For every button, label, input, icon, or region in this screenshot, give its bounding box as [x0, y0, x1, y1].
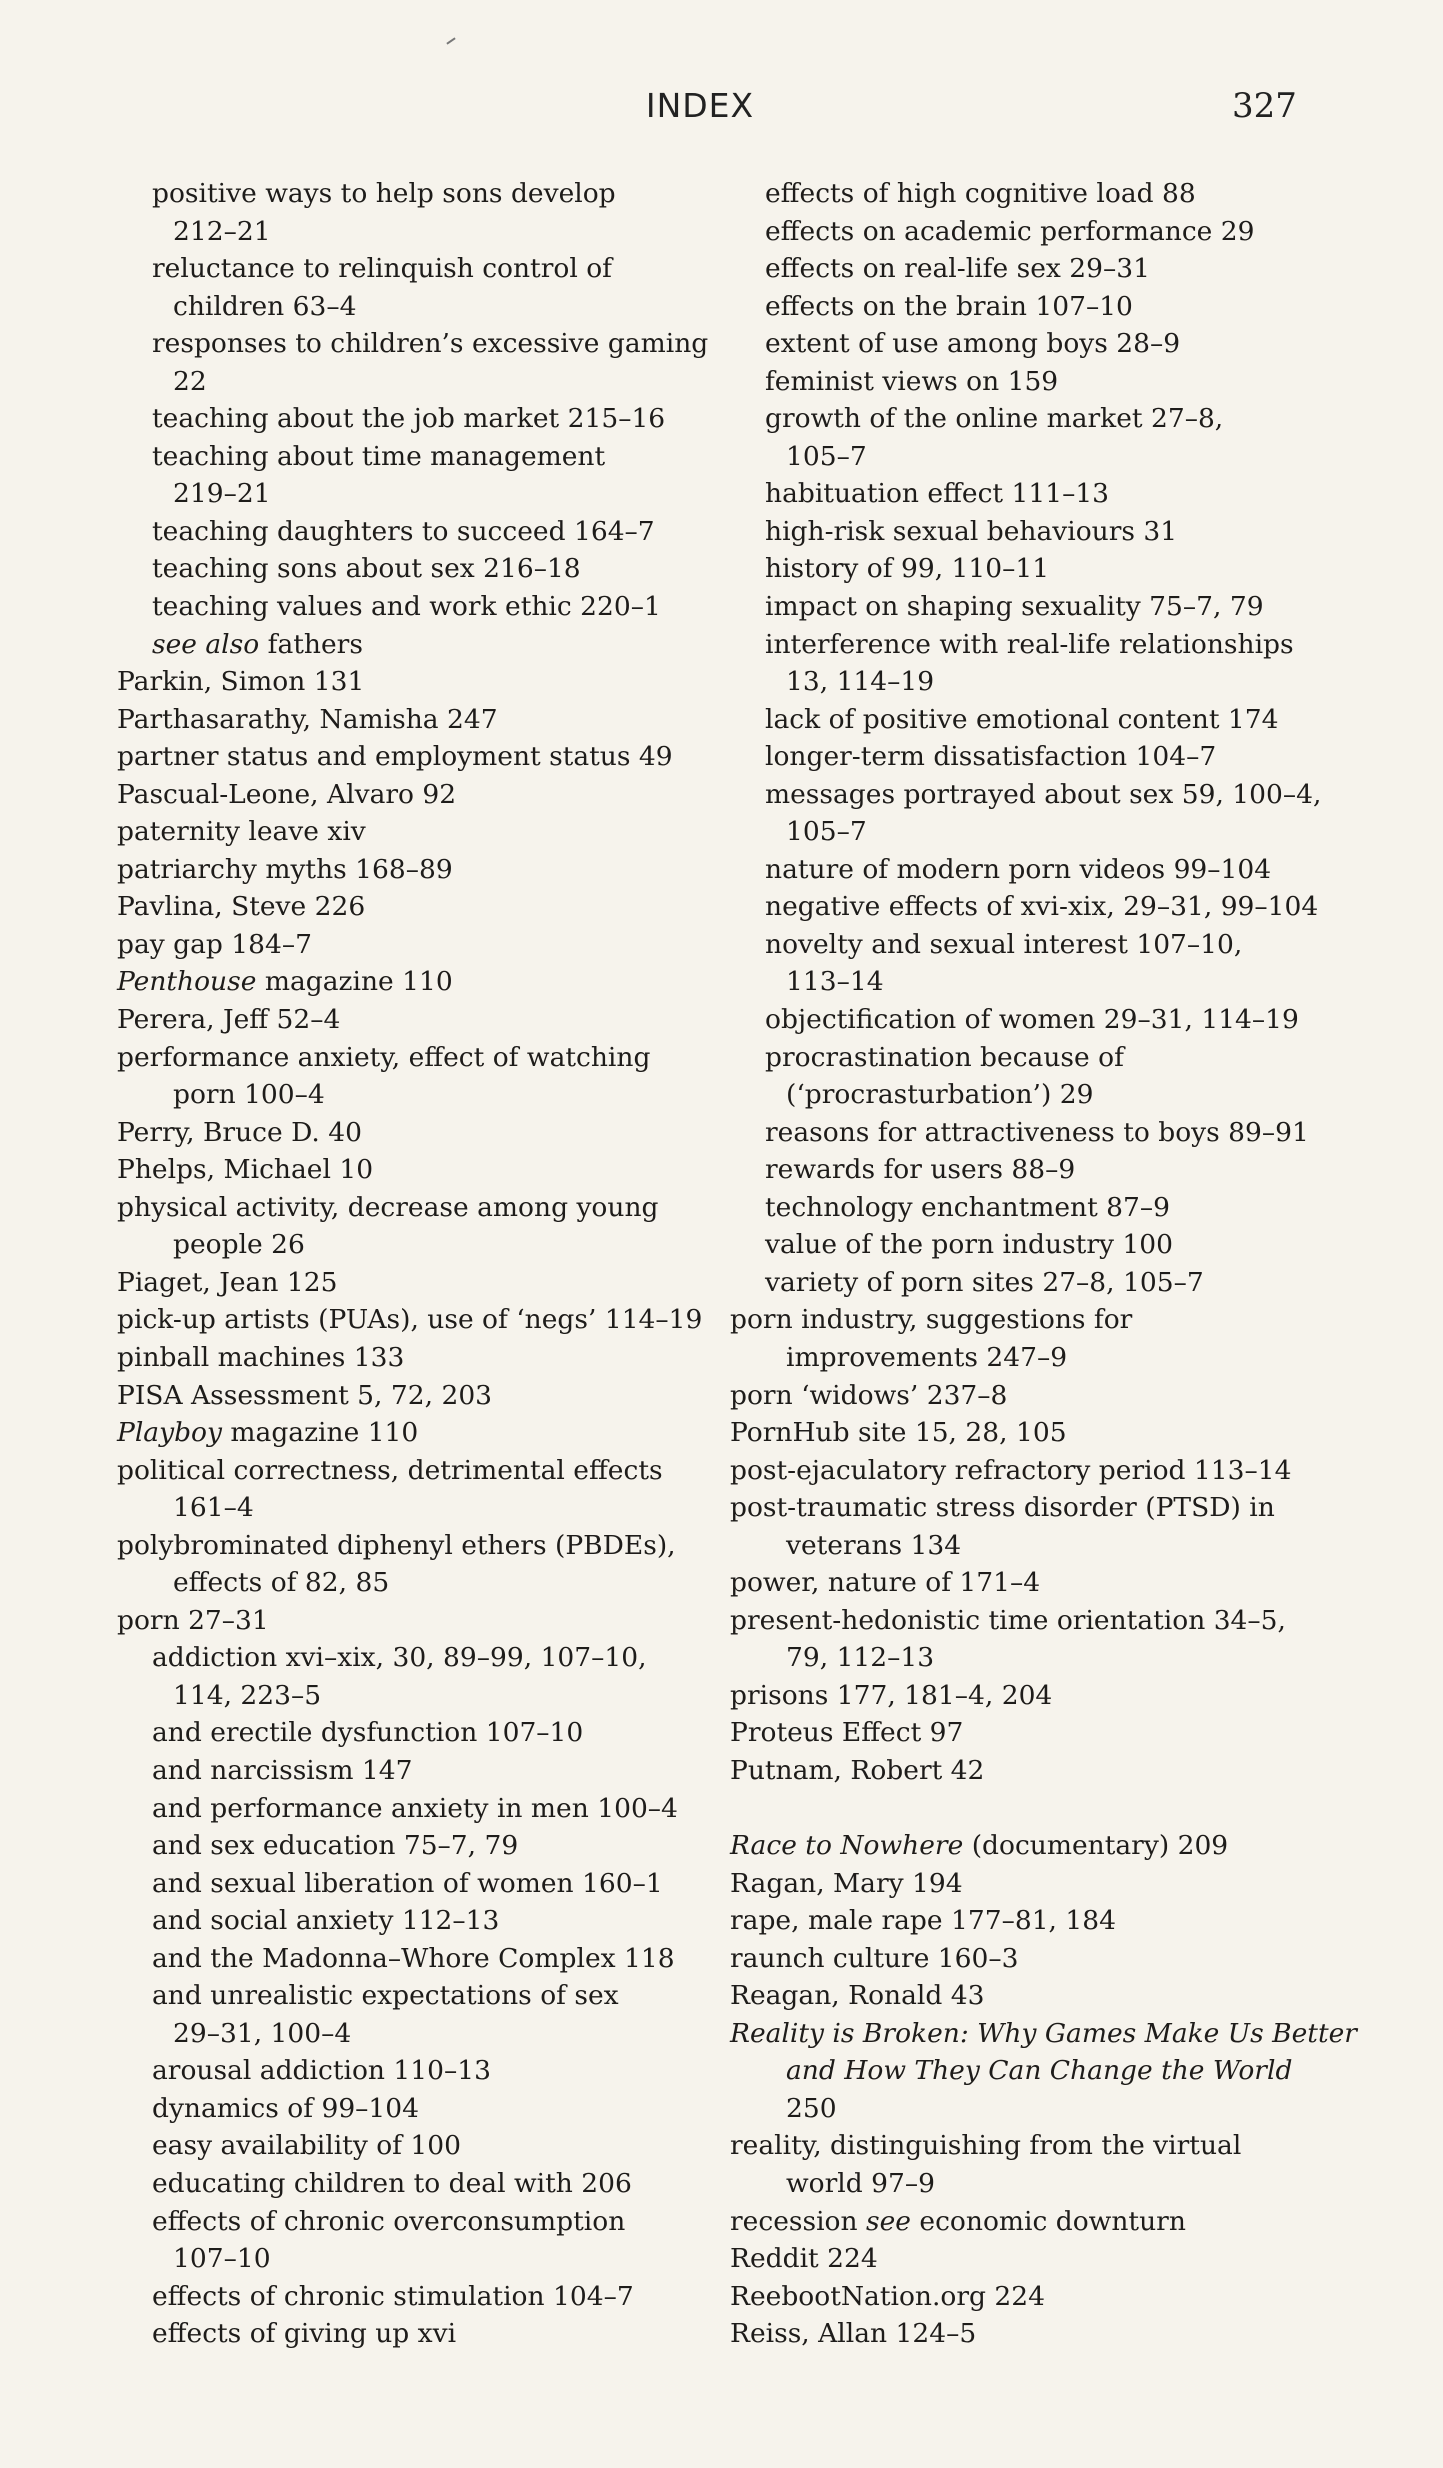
- index-entry-continuation: [117, 288, 717, 326]
- entry-text: pay gap 184–7: [117, 928, 312, 960]
- entry-text: and erectile dysfunction 107–10: [152, 1717, 584, 1749]
- index-entry-continuation: [730, 1527, 1370, 1565]
- entry-text: 113–14: [786, 966, 884, 998]
- index-subentry: [117, 1827, 717, 1865]
- index-column-left: [117, 175, 717, 2353]
- index-subentry: [117, 1639, 717, 1677]
- index-entry: [730, 2127, 1370, 2165]
- entry-text: 105–7: [786, 440, 867, 472]
- entry-text: reasons for attractiveness to boys 89–91: [765, 1116, 1309, 1148]
- index-subentry: [730, 1264, 1370, 1302]
- index-subentry: [730, 1039, 1370, 1077]
- entry-text: Perry, Bruce D. 40: [117, 1116, 362, 1148]
- entry-text: teaching values and work ethic 220–1: [152, 591, 661, 623]
- entry-italic-text: see: [866, 2205, 911, 2237]
- index-entry: [117, 1414, 717, 1452]
- entry-italic-text: see also: [152, 628, 260, 660]
- entry-text: recession: [730, 2205, 866, 2237]
- entry-text: magazine 110: [256, 966, 453, 998]
- index-entry-continuation: [117, 2015, 717, 2053]
- index-entry: [117, 738, 717, 776]
- index-subentry: [117, 1714, 717, 1752]
- entry-italic-text: Penthouse: [117, 966, 257, 998]
- entry-text: effects on academic performance 29: [765, 215, 1255, 247]
- index-subentry: [730, 288, 1370, 326]
- entry-text: 79, 112–13: [786, 1642, 935, 1674]
- entry-text: patriarchy myths 168–89: [117, 853, 453, 885]
- index-subentry: [730, 175, 1370, 213]
- entry-text: Phelps, Michael 10: [117, 1154, 374, 1186]
- entry-text: and social anxiety 112–13: [152, 1905, 500, 1937]
- entry-text: porn industry, suggestions for: [730, 1304, 1133, 1336]
- index-entry: [730, 2315, 1370, 2353]
- entry-text: history of 99, 110–11: [765, 553, 1050, 585]
- index-subentry: [117, 1902, 717, 1940]
- entry-text: effects on real-life sex 29–31: [765, 253, 1150, 285]
- index-entry: [730, 1902, 1370, 1940]
- entry-text: veterans 134: [786, 1529, 962, 1561]
- index-subentry: [117, 1790, 717, 1828]
- index-subentry: [117, 1977, 717, 2015]
- entry-text: responses to children’s excessive gaming: [152, 328, 709, 360]
- index-entry: [117, 963, 717, 1001]
- entry-text: teaching about time management: [152, 440, 606, 472]
- page-number: 327: [1232, 86, 1297, 126]
- entry-text: prisons 177, 181–4, 204: [730, 1679, 1053, 1711]
- entry-text: high-risk sexual behaviours 31: [765, 515, 1178, 547]
- index-subentry: [730, 738, 1370, 776]
- index-entry: [117, 1264, 717, 1302]
- entry-text: pinball machines 133: [117, 1341, 405, 1373]
- index-gap: [730, 1790, 1370, 1828]
- entry-text: procrastination because of: [765, 1041, 1124, 1073]
- entry-text: Reiss, Allan 124–5: [730, 2318, 977, 2350]
- entry-text: positive ways to help sons develop: [152, 178, 616, 209]
- entry-text: teaching sons about sex 216–18: [152, 553, 581, 585]
- index-subentry: [730, 701, 1370, 739]
- entry-text: magazine 110: [221, 1417, 419, 1449]
- index-subentry: [117, 588, 717, 626]
- index-entry: [730, 2203, 1370, 2241]
- index-entry: [730, 1452, 1370, 1490]
- index-entry: [117, 1377, 717, 1415]
- index-subentry: [117, 250, 717, 288]
- index-entry: [730, 2240, 1370, 2278]
- entry-text: paternity leave xiv: [117, 816, 366, 848]
- entry-text: feminist views on 159: [765, 365, 1059, 397]
- entry-text: effects of chronic overconsumption: [152, 2205, 626, 2237]
- index-subentry: [730, 550, 1370, 588]
- index-entry-continuation: [117, 1076, 717, 1114]
- index-subentry: [730, 626, 1370, 664]
- entry-text: children 63–4: [173, 290, 357, 322]
- entry-text: reluctance to relinquish control of: [152, 253, 612, 285]
- entry-text: and narcissism 147: [152, 1754, 413, 1786]
- entry-text: longer-term dissatisfaction 104–7: [765, 741, 1217, 773]
- entry-text: value of the porn industry 100: [765, 1229, 1173, 1261]
- entry-text: effects of 82, 85: [173, 1567, 390, 1599]
- index-entry-continuation: [730, 963, 1370, 1001]
- index-subentry: [730, 250, 1370, 288]
- entry-text: arousal addiction 110–13: [152, 2055, 491, 2087]
- entry-text: novelty and sexual interest 107–10,: [765, 928, 1243, 960]
- index-subentry: [730, 325, 1370, 363]
- index-entry: [730, 2278, 1370, 2316]
- index-entry-continuation: [730, 663, 1370, 701]
- index-entry-continuation: [730, 2165, 1370, 2203]
- entry-text: Parkin, Simon 131: [117, 666, 365, 698]
- entry-text: effects of high cognitive load 88: [765, 178, 1196, 209]
- index-entry: [117, 851, 717, 889]
- index-entry: [117, 926, 717, 964]
- index-entry: [730, 1827, 1370, 1865]
- entry-text: educating children to deal with 206: [152, 2167, 632, 2199]
- index-entry-continuation: [730, 1339, 1370, 1377]
- entry-text: easy availability of 100: [152, 2130, 461, 2162]
- index-entry: [730, 1940, 1370, 1978]
- entry-text: people 26: [173, 1229, 305, 1261]
- stray-pen-mark: [446, 37, 455, 44]
- entry-text: teaching daughters to succeed 164–7: [152, 515, 655, 547]
- index-subentry: [117, 2090, 717, 2128]
- index-entry-continuation: [117, 1564, 717, 1602]
- entry-text: Reddit 224: [730, 2243, 878, 2275]
- index-subentry: [117, 2203, 717, 2241]
- index-entry: [117, 1301, 717, 1339]
- index-entry: [117, 1189, 717, 1227]
- index-entry-continuation: [730, 438, 1370, 476]
- entry-text: Piaget, Jean 125: [117, 1266, 338, 1298]
- index-entry: [730, 1977, 1370, 2015]
- entry-text: impact on shaping sexuality 75–7, 79: [765, 591, 1264, 623]
- index-subentry: [117, 1940, 717, 1978]
- index-entry: [117, 776, 717, 814]
- entry-text: partner status and employment status 49: [117, 741, 673, 773]
- index-subentry: [117, 2278, 717, 2316]
- entry-text: ReebootNation.org 224: [730, 2280, 1045, 2312]
- entry-text: porn ‘widows’ 237–8: [730, 1379, 1008, 1411]
- index-subentry: [117, 400, 717, 438]
- index-entry: [117, 1151, 717, 1189]
- index-subentry: [117, 2315, 717, 2353]
- index-entry-continuation: [730, 1639, 1370, 1677]
- index-subentry: [730, 1114, 1370, 1152]
- index-entry-continuation: [117, 213, 717, 251]
- index-entry: [730, 1301, 1370, 1339]
- index-entry: [117, 1114, 717, 1152]
- index-subentry: [730, 1151, 1370, 1189]
- index-subentry: [117, 2052, 717, 2090]
- index-entry-continuation: [730, 813, 1370, 851]
- index-entry: [730, 1414, 1370, 1452]
- index-entry: [117, 1527, 717, 1565]
- entry-text: variety of porn sites 27–8, 105–7: [765, 1266, 1204, 1298]
- entry-text: PornHub site 15, 28, 105: [730, 1417, 1067, 1449]
- index-subentry: [730, 1189, 1370, 1227]
- entry-text: messages portrayed about sex 59, 100–4,: [765, 778, 1322, 810]
- entry-text: nature of modern porn videos 99–104: [765, 853, 1272, 885]
- entry-text: addiction xvi–xix, 30, 89–99, 107–10,: [152, 1642, 647, 1674]
- entry-text: fathers: [259, 628, 363, 660]
- index-entry-continuation: [117, 363, 717, 401]
- index-subentry: [730, 513, 1370, 551]
- entry-text: and performance anxiety in men 100–4: [152, 1792, 678, 1824]
- index-subentry: [117, 1865, 717, 1903]
- entry-italic-text: and How They Can Change the World: [786, 2055, 1293, 2087]
- entry-text: raunch culture 160–3: [730, 1942, 1019, 1974]
- index-subentry: [730, 1001, 1370, 1039]
- entry-text: economic downturn: [910, 2205, 1186, 2237]
- entry-text: PISA Assessment 5, 72, 203: [117, 1379, 493, 1411]
- index-entry: [730, 1377, 1370, 1415]
- index-entry: [730, 1752, 1370, 1790]
- entry-text: interference with real-life relationships: [765, 628, 1294, 660]
- entry-text: physical activity, decrease among young: [117, 1191, 659, 1223]
- index-subentry: [730, 926, 1370, 964]
- index-entry: [117, 1452, 717, 1490]
- entry-text: porn 100–4: [173, 1079, 325, 1111]
- entry-text: 22: [173, 365, 207, 397]
- entry-text: Pascual-Leone, Alvaro 92: [117, 778, 457, 810]
- index-entry-continuation: [117, 1677, 717, 1715]
- entry-italic-text: Reality is Broken: Why Games Make Us Better: [730, 2017, 1357, 2049]
- entry-text: power, nature of 171–4: [730, 1567, 1041, 1599]
- entry-text: effects on the brain 107–10: [765, 290, 1133, 322]
- running-header-title: INDEX: [645, 86, 755, 125]
- index-subentry: [730, 776, 1370, 814]
- entry-text: rape, male rape 177–81, 184: [730, 1905, 1116, 1937]
- index-entry: [117, 663, 717, 701]
- index-entry: [730, 1489, 1370, 1527]
- entry-text: and sex education 75–7, 79: [152, 1830, 519, 1862]
- entry-text: post-traumatic stress disorder (PTSD) in: [730, 1492, 1275, 1524]
- entry-italic-text: Race to Nowhere: [730, 1830, 964, 1862]
- entry-text: Reagan, Ronald 43: [730, 1980, 985, 2012]
- entry-text: porn 27–31: [117, 1604, 269, 1636]
- entry-text: 250: [786, 2092, 837, 2124]
- entry-text: growth of the online market 27–8,: [765, 403, 1224, 435]
- index-subentry: [117, 513, 717, 551]
- entry-text: 105–7: [786, 816, 867, 848]
- entry-text: 13, 114–19: [786, 666, 935, 698]
- index-entry: [117, 1339, 717, 1377]
- entry-text: habituation effect 111–13: [765, 478, 1110, 510]
- index-entry: [730, 2015, 1370, 2053]
- entry-text: (documentary) 209: [963, 1830, 1229, 1862]
- entry-text: Pavlina, Steve 226: [117, 891, 366, 923]
- entry-text: effects of giving up xvi: [152, 2318, 457, 2350]
- index-entry-continuation: [117, 1226, 717, 1264]
- index-entry: [117, 701, 717, 739]
- entry-text: reality, distinguishing from the virtual: [730, 2130, 1242, 2162]
- index-entry: [730, 1714, 1370, 1752]
- index-entry: [117, 1602, 717, 1640]
- entry-text: dynamics of 99–104: [152, 2092, 420, 2124]
- index-entry-continuation: [730, 2090, 1370, 2128]
- index-subentry: [117, 550, 717, 588]
- entry-text: improvements 247–9: [786, 1341, 1068, 1373]
- entry-text: and sexual liberation of women 160–1: [152, 1867, 663, 1899]
- entry-text: technology enchantment 87–9: [765, 1191, 1171, 1223]
- entry-text: Proteus Effect 97: [730, 1717, 964, 1749]
- entry-text: rewards for users 88–9: [765, 1154, 1076, 1186]
- index-entry: [730, 1865, 1370, 1903]
- entry-text: Perera, Jeff 52–4: [117, 1004, 341, 1036]
- index-entry: [117, 1039, 717, 1077]
- index-subentry: [730, 363, 1370, 401]
- index-entry-continuation: [730, 2052, 1370, 2090]
- entry-text: effects of chronic stimulation 104–7: [152, 2280, 634, 2312]
- index-subentry: [730, 400, 1370, 438]
- index-subentry: [117, 175, 717, 213]
- index-entry-continuation: [117, 475, 717, 513]
- index-entry: [117, 813, 717, 851]
- entry-text: objectification of women 29–31, 114–19: [765, 1004, 1299, 1036]
- index-subentry: [117, 1752, 717, 1790]
- entry-text: and the Madonna–Whore Complex 118: [152, 1942, 675, 1974]
- index-entry: [117, 1001, 717, 1039]
- index-subentry: [117, 438, 717, 476]
- entry-text: present-hedonistic time orientation 34–5,: [730, 1604, 1286, 1636]
- index-subentry: [117, 2165, 717, 2203]
- index-subentry: [117, 626, 717, 664]
- entry-text: Ragan, Mary 194: [730, 1867, 963, 1899]
- entry-text: post-ejaculatory refractory period 113–14: [730, 1454, 1292, 1486]
- entry-text: Putnam, Robert 42: [730, 1754, 985, 1786]
- entry-text: 212–21: [173, 215, 271, 247]
- entry-text: 29–31, 100–4: [173, 2017, 352, 2049]
- entry-text: and unrealistic expectations of sex: [152, 1980, 619, 2012]
- entry-text: extent of use among boys 28–9: [765, 328, 1181, 360]
- entry-text: polybrominated diphenyl ethers (PBDEs),: [117, 1529, 676, 1561]
- index-entry-continuation: [117, 1489, 717, 1527]
- index-subentry: [730, 213, 1370, 251]
- index-entry: [730, 1602, 1370, 1640]
- entry-text: Parthasarathy, Namisha 247: [117, 703, 498, 735]
- index-entry: [730, 1677, 1370, 1715]
- index-subentry: [730, 851, 1370, 889]
- index-subentry: [117, 2127, 717, 2165]
- entry-italic-text: Playboy: [117, 1417, 222, 1449]
- index-column-right: [730, 175, 1370, 2353]
- entry-text: (‘procrasturbation’) 29: [786, 1079, 1094, 1111]
- entry-text: teaching about the job market 215–16: [152, 403, 666, 435]
- index-subentry: [730, 888, 1370, 926]
- entry-text: 161–4: [173, 1492, 254, 1524]
- index-entry-continuation: [730, 1076, 1370, 1114]
- index-subentry: [730, 1226, 1370, 1264]
- entry-text: 219–21: [173, 478, 271, 510]
- index-entry-continuation: [117, 2240, 717, 2278]
- entry-text: lack of positive emotional content 174: [765, 703, 1279, 735]
- entry-text: world 97–9: [786, 2167, 935, 2199]
- index-subentry: [730, 475, 1370, 513]
- entry-text: 114, 223–5: [173, 1679, 322, 1711]
- entry-text: 107–10: [173, 2243, 271, 2275]
- index-entry: [117, 888, 717, 926]
- entry-text: pick-up artists (PUAs), use of ‘negs’ 114–19: [117, 1304, 703, 1336]
- index-entry: [730, 1564, 1370, 1602]
- entry-text: negative effects of xvi-xix, 29–31, 99–104: [765, 891, 1319, 923]
- index-subentry: [730, 588, 1370, 626]
- index-subentry: [117, 325, 717, 363]
- entry-text: political correctness, detrimental effects: [117, 1454, 663, 1486]
- entry-text: performance anxiety, effect of watching: [117, 1041, 651, 1073]
